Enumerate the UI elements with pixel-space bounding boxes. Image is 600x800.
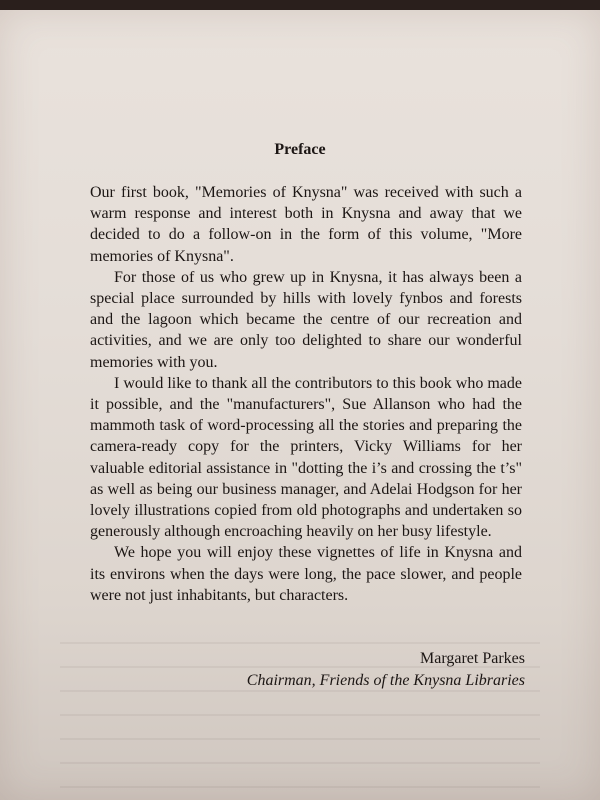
page-title: Preface <box>274 141 326 158</box>
show-through-text <box>60 620 540 800</box>
paragraph-3: I would like to thank all the contributors to this book who made it possible, and the "manufacturers", Sue Allanson who had the mammoth task of word-processing all the stories and preparing the camera-ready copy for the printers, Vicky Williams for her valuable editorial assistance in "dotting the i’s and crossing the t’s" as well as being our business manager, and Adelai Hodgson for her lovely illustrations copied from old photographs and undertaken so generously although encroaching heavily on her busy lifestyle. <box>90 374 522 541</box>
paragraph-2: For those of us who grew up in Knysna, it has always been a special place surrounded by hills with lovely fynbos and forests and the lagoon which became the centre of our recreation and activities, and we are only too delighted to share our wonderful memories with you. <box>90 268 522 371</box>
background-edge <box>0 0 600 10</box>
paragraph-4: We hope you will enjoy these vignettes of life in Knysna and its environs when the days were long, the pace slower, and people were not just inhabitants, but characters. <box>90 544 522 604</box>
paragraph-1: Our first book, "Memories of Knysna" was received with such a warm response and interest both in Knysna and away that we decided to do a follow-on in the form of this volume, "More memories of Knysna". <box>90 184 522 265</box>
signature-title: Chairman, Friends of the Knysna Libraries <box>246 672 525 689</box>
preface-body <box>90 182 522 606</box>
book-page <box>0 10 600 800</box>
signature-name: Margaret Parkes <box>420 650 525 667</box>
